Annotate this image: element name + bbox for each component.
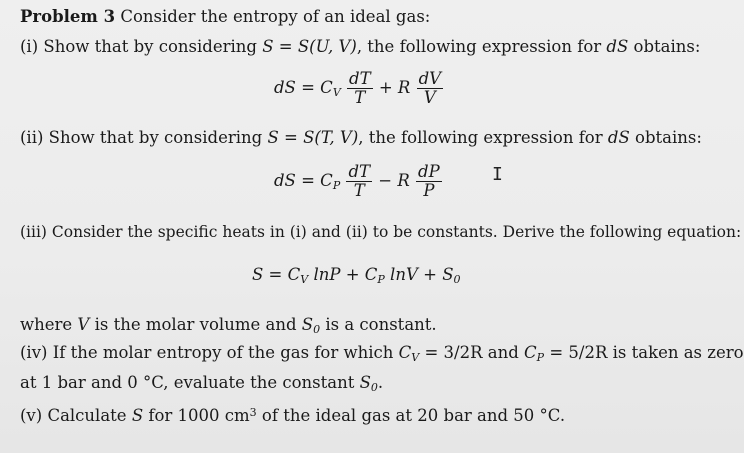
part-iv-line-2: at 1 bar and 0 °C, evaluate the constant $S_0$. <box>20 373 384 394</box>
equation-iii: $S = C_V$ $\ln P + C_P$ $\ln V + S_0$ <box>252 265 461 286</box>
equation-i: dS = $C_V$ $\frac{dT}{T}$ + R $\frac{dV}{V}$ <box>274 69 442 107</box>
problem-intro: Consider the entropy of an ideal gas: <box>120 7 431 26</box>
where-line: where V is the molar volume and $S_0$ is a constant. <box>20 315 437 336</box>
fraction-dV-V: $\frac{dV}{V}$ <box>418 69 442 107</box>
part-ii-text: (ii) Show that by considering S = S(T, V), the following expression for dS obtains: <box>20 128 702 147</box>
equation-ii: dS = $C_P$ $\frac{dT}{T}$ − R $\frac{dP}{P}$ <box>274 162 440 200</box>
problem-title-line <box>20 7 430 27</box>
part-i-text: (i) Show that by considering S = S(U, V), the following expression for dS obtains: <box>20 37 701 56</box>
text-cursor-icon: I <box>492 164 503 185</box>
part-iii-text: (iii) Consider the specific heats in (i) and (ii) to be constants. Derive the following equation: <box>20 223 742 241</box>
fraction-dT-T: $\frac{dT}{T}$ <box>349 69 371 107</box>
problem-heading: Problem 3 <box>20 7 116 26</box>
part-v-text: (v) Calculate S for 1000 $cm^3$ of the ideal gas at 20 bar and 50 °C. <box>20 406 566 425</box>
fraction-dP-P: $\frac{dP}{P}$ <box>418 162 440 200</box>
part-iv-line-1: (iv) If the molar entropy of the gas for which $C_V = 3/2R$ and $C_P = 5/2R$ is taken as zero <box>20 343 744 364</box>
fraction-dT-T: $\frac{dT}{T}$ <box>348 162 371 200</box>
